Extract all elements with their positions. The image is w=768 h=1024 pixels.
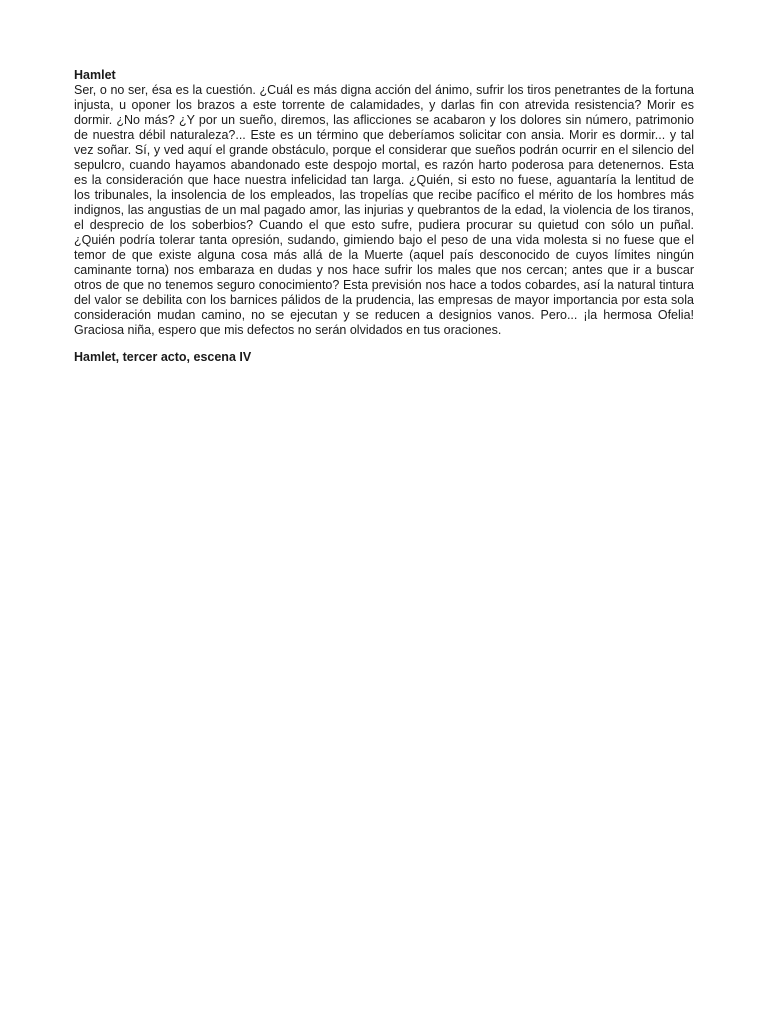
document-title: Hamlet xyxy=(74,68,116,82)
document-page xyxy=(74,68,694,365)
monologue-paragraph: Ser, o no ser, ésa es la cuestión. ¿Cuál es más digna acción del ánimo, sufrir los tiros penetrantes de la fortuna injusta, u oponer los brazos a este torrente de calamidades, y darlas fin con atrevida resistencia? Morir es dormir. ¿No más? ¿Y por un sueño, diremos, las aflicciones se acabaron y los dolores sin número, patrimonio de nuestra débil naturaleza?... Este es un término que deberíamos solicitar con ansia. Morir es dormir... y tal vez soñar. Sí, y ved aquí el grande obstáculo, porque el considerar que sueños podrán ocurrir en el silencio del sepulcro, cuando hayamos abandonado este despojo mortal, es razón harto poderosa para detenernos. Esta es la consideración que hace nuestra infelicidad tan larga. ¿Quién, si esto no fuese, aguantaría la lentitud de los tribunales, la insolencia de los empleados, las tropelías que recibe pacífico el mérito de los hombres más indignos, las angustias de un mal pagado amor, las injurias y quebrantos de la edad, la violencia de los tiranos, el desprecio de los soberbios? Cuando el que esto sufre, pudiera procurar su quietud con sólo un puñal. ¿Quién podría tolerar tanta opresión, sudando, gimiendo bajo el peso de una vida molesta si no fuese que el temor de que existe alguna cosa más allá de la Muerte (aquel país desconocido de cuyos límites ningún caminante torna) nos embaraza en dudas y nos hace sufrir los males que nos cercan; antes que ir a buscar otros de que no tenemos seguro conocimiento? Esta previsión nos hace a todos cobardes, así la natural tintura del valor se debilita con los barnices pálidos de la prudencia, las empresas de mayor importancia por esta sola consideración mudan camino, no se ejecutan y se reducen a designios vanos. Pero... ¡la hermosa Ofelia! Graciosa niña, espero que mis defectos no serán olvidados en tus oraciones. xyxy=(74,83,694,337)
source-attribution: Hamlet, tercer acto, escena IV xyxy=(74,350,252,364)
